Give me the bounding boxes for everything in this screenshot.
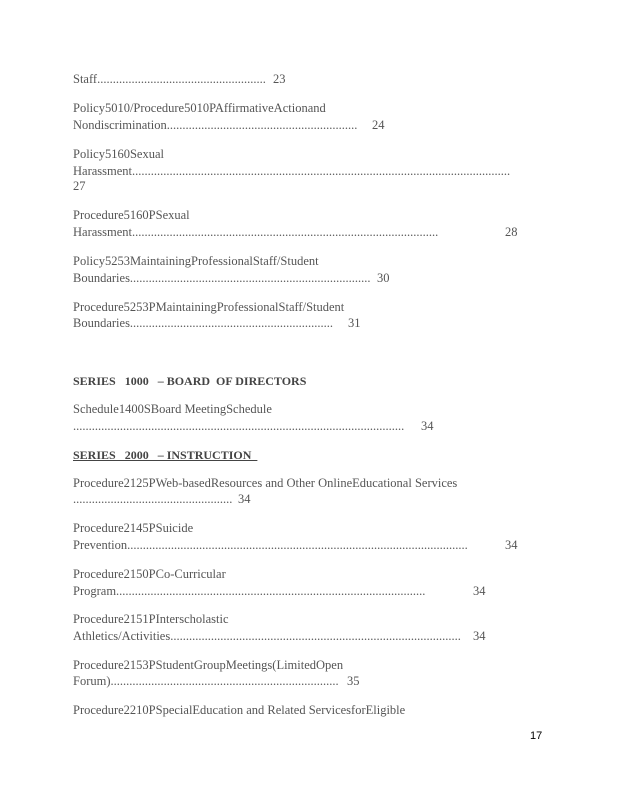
toc-entry-leader: Boundaries.............................................................................: [73, 271, 371, 285]
toc-entry-leader: Nondiscrimination.............................................................: [73, 118, 358, 132]
toc-entry-title: Policy5010/Procedure5010PAffirmativeActionand: [73, 101, 326, 115]
toc-page-number: 34: [421, 419, 434, 433]
toc-page-number: 27: [73, 179, 86, 193]
toc-entry-title: Procedure2151PInterscholastic: [73, 612, 229, 626]
toc-entry-title: Procedure2125PWeb-basedResources and Other OnlineEducational Services: [73, 476, 458, 490]
toc-page-number: 24: [372, 118, 385, 132]
toc-entry-leader: Athletics/Activities.............................................................................................: [73, 629, 461, 643]
toc-entry-leader: Boundaries.................................................................: [73, 316, 334, 330]
toc-page-number: 34: [473, 629, 486, 643]
toc-entry-leader: ...................................................: [73, 492, 233, 506]
toc-page-number: 35: [347, 674, 360, 688]
toc-page-number: 34: [505, 538, 518, 552]
toc-entry-title: Procedure2150PCo-Curricular: [73, 567, 226, 581]
toc-entry-leader: Prevention.............................................................................................................: [73, 538, 468, 552]
toc-page-number: 34: [473, 584, 486, 598]
toc-entry-title: Procedure2153PStudentGroupMeetings(LimitedOpen: [73, 658, 344, 672]
toc-entry-title: Schedule1400SBoard MeetingSchedule: [73, 402, 272, 416]
toc-entry-leader: Harassment..................................................................................................: [73, 225, 439, 239]
toc-page-number: 31: [348, 316, 361, 330]
toc-entry-title: Procedure2145PSuicide: [73, 521, 194, 535]
toc-page-number: 34: [238, 492, 251, 506]
toc-entry-title: Procedure5160PSexual: [73, 208, 190, 222]
toc-page-number: 30: [377, 271, 390, 285]
toc-page-number: 23: [273, 72, 286, 86]
toc-entry-leader: Harassment.........................................................................................................................: [73, 164, 511, 178]
series-1000-heading: SERIES 1000 – BOARD OF DIRECTORS: [73, 374, 307, 388]
toc-entry-leader: Program...................................................................................................: [73, 584, 426, 598]
toc-entry-title: Policy5160Sexual: [73, 147, 164, 161]
toc-entry-leader: ..........................................................................................................: [73, 419, 405, 433]
toc-entry-leader: Forum).........................................................................: [73, 674, 339, 688]
toc-entry-title: Procedure5253PMaintainingProfessionalStaff/Student: [73, 300, 345, 314]
series-2000-heading: SERIES 2000 – INSTRUCTION: [73, 448, 258, 462]
toc-entry-staff: Staff......................................................: [73, 72, 266, 86]
toc-entry-title: Procedure2210PSpecialEducation and Related ServicesforEligible: [73, 703, 406, 717]
toc-entry-title: Policy5253MaintainingProfessionalStaff/Student: [73, 254, 319, 268]
page-number: 17: [530, 730, 543, 742]
toc-page-number: 28: [505, 225, 518, 239]
